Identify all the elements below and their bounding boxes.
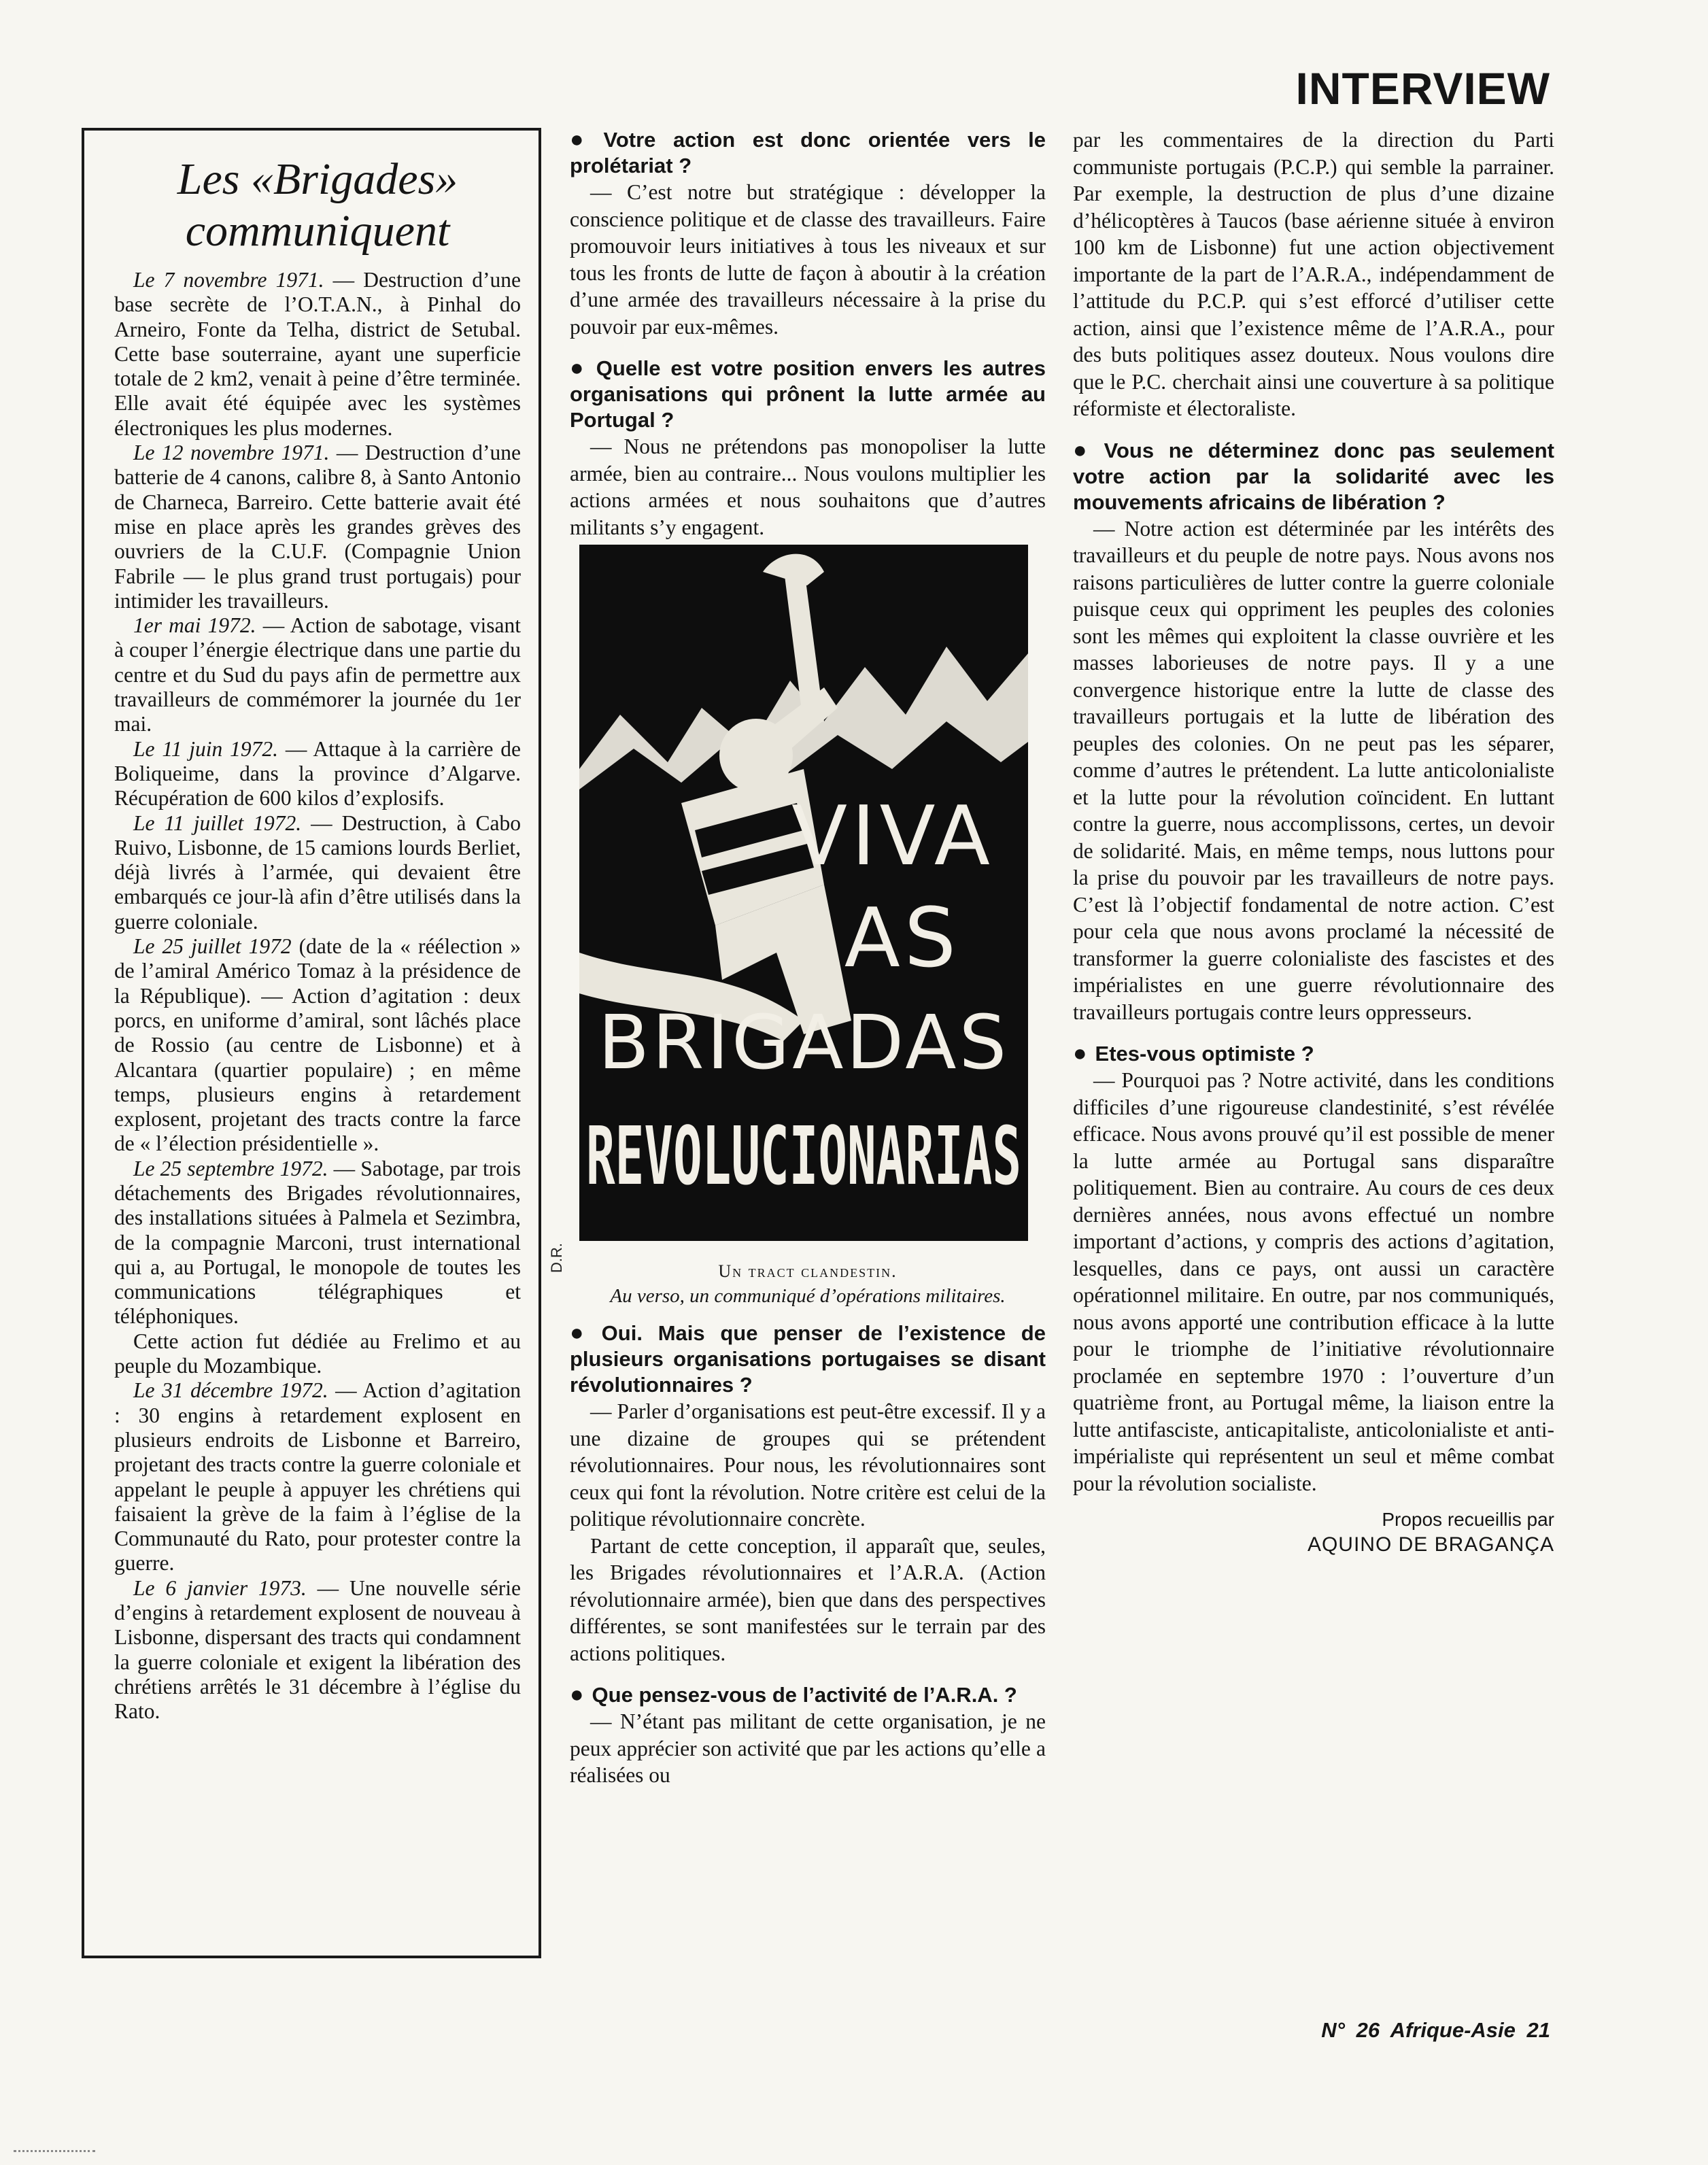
entry-date: Le 25 septembre 1972. (133, 1156, 328, 1180)
poster-line-brigadas: BRIGADAS (598, 999, 1010, 1086)
sidebar-entries (114, 268, 521, 1724)
answer-3-cont: Partant de cette conception, il apparaît que, seules, les Brigades révolutionnaires et l’A.R.A. (Action révolutionnaire armée), bien que dans des perspectives différentes, se sont manifestées sur le terrain par des actions politiques. (570, 1533, 1046, 1665)
answer-1: — C’est notre but stratégique : développer la conscience politique et de classe des travailleurs. Faire promouvoir leurs initiatives à tous les niveaux et sur tous les fronts de lutte de façon à aboutir à la création d’une armée des travailleurs nécessaire à la prise du pouvoir par eux-mêmes. (570, 180, 1046, 339)
article-column-2 (570, 126, 1046, 1983)
sidebar-entry (114, 1329, 521, 1379)
tract-poster-image (579, 545, 1028, 1241)
sidebar-title-line1: Les «Brigades» (177, 154, 458, 204)
sidebar-title (114, 154, 521, 257)
question-6 (1073, 1040, 1554, 1067)
answer-6: — Pourquoi pas ? Notre activité, dans les conditions difficiles d’une rigoureuse clandestinité, s’est révélée efficace. Nous avons prouvé qu’il est possible de mener la lutte armée au Portugal sans disparaître politiquement. Bien au contraire. Au cours de ces deux dernières années, nous avons effectué un nombre important d’actions, y compris des actions d’agitation, lesquelles, dans ce pays, ont aussi un caractère opérationnel militaire. En outre, par nos communiqués, nous avons apporté une contribution efficace à la lutte pour le triomphe de l’initiative révolutionnaire proclamée en septembre 1970 : l’ouverture d’un quatrième front, au Portugal même, la liaison entre la lutte antifasciste, anticapitaliste, anticolonialiste et anti-impérialiste qui représentent un seul et même combat pour la révolution socialiste. (1073, 1068, 1554, 1495)
section-rubric: INTERVIEW (1295, 63, 1550, 114)
entry-date: Le 31 décembre 1972. (133, 1378, 328, 1403)
entry-date: Le 6 janvier 1973. (133, 1575, 307, 1600)
entry-date: Le 25 juillet 1972 (133, 934, 292, 959)
bullet-icon: ● (570, 1320, 594, 1346)
photo-credit: D.R. (548, 1243, 565, 1273)
question-2 (570, 355, 1046, 433)
answer-4-cont: par les commentaires de la direction du Parti communiste portugais (P.C.P.) qui semble la parrainer. Par exemple, la destruction de plus d’une dizaine d’hélicoptères à Taucos (base aérienne située à environ 100 km de Lisbonne) fut une action objectivement importante de la part de l’A.R.A., indépendamment de l’attitude du P.C.P. qui s’est efforcé d’utiliser cette action, ainsi que l’existence même de l’A.R.A., pour des buts politiques assez douteux. Nous voulons dire que le P.C. cherchait ainsi une couverture à sa politique réformiste et électoraliste. (1073, 128, 1554, 420)
answer-4: — N’étant pas militant de cette organisation, je ne peux apprécier son activité que par les actions qu’elle a réalisées ou (570, 1709, 1046, 1787)
scan-artifact-line (14, 2150, 95, 2152)
question-3-text: Oui. Mais que penser de l’existence de plusieurs organisations portugaises se disant révolutionnaires ? (570, 1321, 1046, 1397)
poster-line-as: AS (844, 891, 960, 986)
entry-text: — Une nouvelle série d’engins à retardement explosent de nouveau à Lisbonne, dispersant des tracts qui condamnent la guerre coloniale et exigent la libération des chrétiens arrêtés le 31 décembre à l’église du Rato. (114, 1575, 521, 1724)
sidebar-entry (114, 441, 521, 613)
page-folio: N° 26 Afrique-Asie 21 (1321, 2018, 1550, 2042)
question-2-text: Quelle est votre position envers les autres organisations qui prônent la lutte armée au Portugal ? (570, 356, 1046, 432)
question-5 (1073, 437, 1554, 515)
question-1 (570, 126, 1046, 179)
bullet-icon: ● (570, 1682, 584, 1707)
answer-2: — Nous ne prétendons pas monopoliser la lutte armée, bien au contraire... Nous voulons multiplier les actions armées et nous souhaitons que d’autres militants s’y engagent. (570, 434, 1046, 539)
entry-text: (date de la « réélection » de l’amiral Américo Tomaz à la présidence de la République). — Action d’agitation : deux porcs, en uniforme d’amiral, sont lâchés place de Rossio (au centre de Lisbonne) et à Alcantara (quartier populaire) ; en même temps, plusieurs engins à retardement explosent, projetant des tracts contre la farce de « l’élection présidentielle ». (114, 934, 521, 1156)
sidebar-entry (114, 1576, 521, 1724)
entry-text: — Destruction d’une batterie de 4 canons, calibre 8, à Santo Antonio de Charneca, Barreiro. Cette batterie avait été mise en place après les grandes grèves des ouvriers de la C.U.F. (Compagnie Union Fabrile — le plus grand trust portugais) pour intimider les travailleurs. (114, 441, 521, 613)
entry-date: Le 11 juillet 1972. (133, 811, 302, 835)
sidebar-entry (114, 613, 521, 736)
answer-5: — Notre action est déterminée par les intérêts des travailleurs et du peuple de notre pays. Nous avons nos raisons particulières de lutter contre la guerre coloniale puisque ceux qui oppriment les peuples des colonies sont les mêmes qui exploitent la classe ouvrière et les masses laborieuses de notre pays. Il y a une convergence historique entre la lutte de classe des travailleurs portugais et la lutte de libération des peuples des colonies. On ne peut pas les séparer, comme d’autres le prétendent. La lutte anticolonialiste et la lutte pour la révolution coïncident. En luttant contre la guerre, nous accomplissons, certes, un devoir de solidarité. Mais, en même temps, nous luttons pour la prise du pouvoir par les travailleurs de notre pays. C’est là l’objectif fondamental de notre action. C’est pour cela que nous avons proclamé la nécessité de transformer la guerre colonialiste des fascistes et des impérialistes en une guerre révolutionnaire des travailleurs portugais contre leurs oppresseurs. (1073, 516, 1554, 1024)
question-1-text: Votre action est donc orientée vers le prolétariat ? (570, 128, 1046, 177)
article-column-3 (1073, 126, 1554, 2098)
byline-intro: Propos recueillis par (1382, 1509, 1554, 1530)
poster-line-revolucionarias: REVOLUCIONARIAS (586, 1109, 1021, 1203)
poster-caption-text: Au verso, un communiqué d’opérations militaires. (610, 1285, 1006, 1307)
entry-text: — Attaque à la carrière de Boliqueime, dans la province d’Algarve. Récupération de 600 kilos d’explosifs. (114, 736, 521, 811)
bullet-icon: ● (570, 126, 596, 152)
entry-date: 1er mai 1972. (133, 613, 256, 638)
entry-text: — Destruction d’une base secrète de l’O.T.A.N., à Pinhal do Arneiro, Fonte da Telha, district de Setubal. Cette base souterraine, ayant une superficie totale de 2 km2, venait à peine d’être terminée. Elle avait été équipée avec les systèmes électroniques les plus modernes. (114, 268, 521, 440)
sidebar-title-line2: communiquent (185, 206, 450, 256)
sidebar-entry (114, 268, 521, 441)
bullet-icon: ● (1073, 1040, 1087, 1066)
bullet-icon: ● (1073, 437, 1096, 463)
entry-date: Le 12 novembre 1971. (133, 441, 330, 465)
sidebar-entry (114, 1157, 521, 1329)
entry-text: — Destruction, à Cabo Ruivo, Lisbonne, de 15 camions lourds Berliet, déjà livrés à l’armée, qui devaient être embarqués ce jour-là afin d’être utilisés dans la guerre coloniale. (114, 811, 522, 934)
answer-3: — Parler d’organisations est peut-être excessif. Il y a une dizaine de groupes qui se prétendent révolutionnaires. Pour nous, les révolutionnaires sont ceux qui font la révolution. Notre critère est celui de la politique révolutionnaire concrète. (570, 1399, 1046, 1531)
poster-artwork (579, 545, 1028, 1241)
sidebar-box (82, 128, 541, 1958)
question-4-text: Que pensez-vous de l’activité de l’A.R.A. ? (592, 1683, 1017, 1707)
entry-date: Le 11 juin 1972. (133, 736, 278, 761)
entry-date: Le 7 novembre 1971. (133, 268, 324, 292)
poster-line-viva: VIVA (791, 789, 994, 884)
question-4 (570, 1682, 1046, 1708)
question-3 (570, 1320, 1046, 1398)
sidebar-entry (114, 811, 521, 934)
sidebar-entry (114, 934, 521, 1157)
byline-author: AQUINO DE BRAGANÇA (1307, 1533, 1554, 1556)
entry-text: Cette action fut dédiée au Frelimo et au peuple du Mozambique. (114, 1329, 521, 1378)
entry-text: — Sabotage, par trois détachements des Brigades révolutionnaires, des installations situées à Palmela et Sezimbra, de la compagnie Marconi, trust international qui a, au Portugal, le monopole de toutes les communications télégraphiques et téléphoniques. (114, 1156, 521, 1329)
question-6-text: Etes-vous optimiste ? (1095, 1042, 1314, 1066)
poster-caption-title: Un tract clandestin. (718, 1261, 898, 1281)
entry-text: — Action de sabotage, visant à couper l’énergie électrique dans une partie du centre et du Sud du pays afin de permettre aux travailleurs de commémorer la journée du 1er mai. (114, 613, 521, 736)
sidebar-entry (114, 737, 521, 811)
bullet-icon: ● (570, 355, 588, 381)
entry-text: — Action d’agitation : 30 engins à retardement explosent en plusieurs endroits de Lisbonne et Barreiro, projetant des tracts contre la guerre coloniale et appelant le peuple à appuyer les chrétiens qui faisaient la grève de la faim à l’église de la Communauté du Rato, pour protester contre la guerre. (114, 1378, 521, 1575)
sidebar-entry (114, 1378, 521, 1575)
question-5-text: Vous ne déterminez donc pas seulement votre action par la solidarité avec les mouvements africains de libération ? (1073, 438, 1554, 514)
